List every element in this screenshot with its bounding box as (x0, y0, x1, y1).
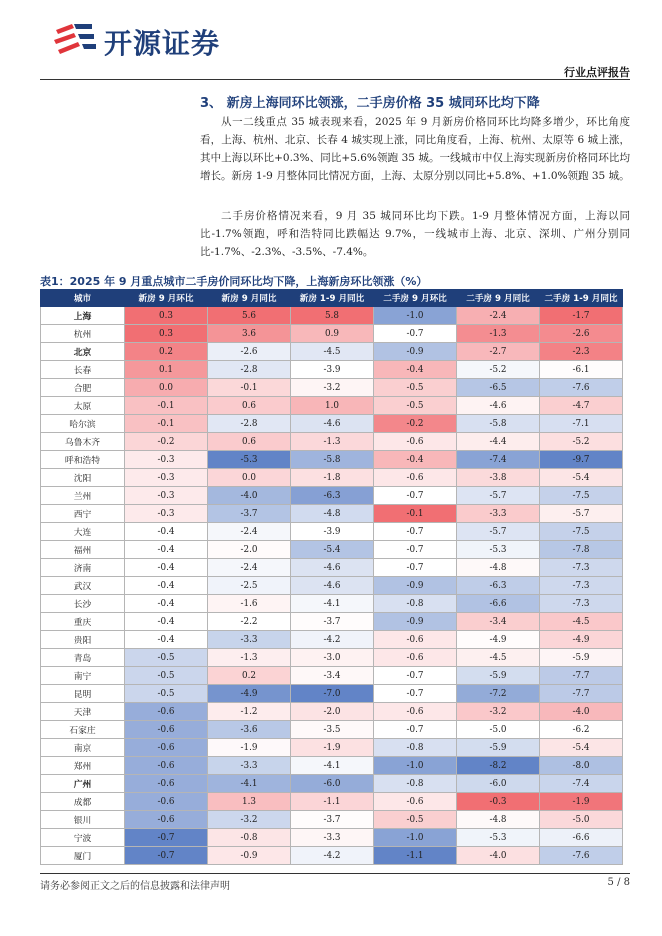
value-cell: -2.2 (208, 613, 291, 631)
value-cell: 0.3 (125, 325, 208, 343)
value-cell: -4.2 (291, 631, 374, 649)
value-cell: -4.9 (540, 631, 623, 649)
table-row (41, 721, 623, 739)
value-cell: 3.6 (208, 325, 291, 343)
value-cell: -0.7 (374, 325, 457, 343)
value-cell: -2.4 (208, 559, 291, 577)
table-row (41, 307, 623, 325)
value-cell: -3.6 (208, 721, 291, 739)
table-row (41, 595, 623, 613)
city-cell: 上海 (41, 307, 125, 325)
value-cell: -0.8 (374, 739, 457, 757)
value-cell: -2.6 (540, 325, 623, 343)
city-cell: 昆明 (41, 685, 125, 703)
value-cell: -1.3 (457, 325, 540, 343)
value-cell: -2.4 (208, 523, 291, 541)
value-cell: -3.7 (208, 505, 291, 523)
value-cell: 0.2 (208, 667, 291, 685)
city-cell: 南宁 (41, 667, 125, 685)
value-cell: -0.6 (125, 775, 208, 793)
value-cell: -7.5 (540, 523, 623, 541)
city-cell: 青岛 (41, 649, 125, 667)
value-cell: 1.0 (291, 397, 374, 415)
value-cell: -2.0 (291, 703, 374, 721)
header-used-yoy: 二手房 9 月同比 (457, 290, 540, 307)
value-cell: -0.9 (374, 343, 457, 361)
table-header-row (41, 290, 623, 307)
value-cell: -6.2 (540, 721, 623, 739)
table-row (41, 325, 623, 343)
paragraph-new-home: 从一二线重点 35 城表现来看，2025 年 9 月新房价格同环比均降多增少，环比角度看，上海、杭州、北京、长春 4 城实现上涨，同比角度看，上海、杭州、太原等 6 城上涨，其中上海以环比+0.3%、同比+5.6%领跑 35 城。一线城市中仅上海实现新房价格同环比均增长。新房 1-9 月整体同比情况方面，上海、太原分别以同比+5.8%、+1.0%领跑 35 城。 (200, 116, 630, 182)
value-cell: -4.2 (291, 847, 374, 865)
value-cell: -7.4 (540, 775, 623, 793)
city-cell: 厦门 (41, 847, 125, 865)
city-cell: 福州 (41, 541, 125, 559)
value-cell: -7.4 (457, 451, 540, 469)
value-cell: 5.8 (291, 307, 374, 325)
city-cell: 大连 (41, 523, 125, 541)
value-cell: -5.0 (540, 811, 623, 829)
value-cell: -1.3 (208, 649, 291, 667)
value-cell: -3.2 (208, 811, 291, 829)
value-cell: -6.0 (291, 775, 374, 793)
value-cell: -4.1 (291, 757, 374, 775)
value-cell: -0.6 (374, 469, 457, 487)
value-cell: -6.3 (291, 487, 374, 505)
table-body (41, 307, 623, 865)
value-cell: -0.5 (125, 667, 208, 685)
city-cell: 天津 (41, 703, 125, 721)
value-cell: -0.5 (125, 649, 208, 667)
value-cell: -0.7 (374, 685, 457, 703)
city-cell: 银川 (41, 811, 125, 829)
value-cell: -3.5 (291, 721, 374, 739)
table-row (41, 685, 623, 703)
value-cell: -0.2 (125, 433, 208, 451)
city-cell: 长春 (41, 361, 125, 379)
value-cell: -2.6 (208, 343, 291, 361)
value-cell: -4.5 (540, 613, 623, 631)
value-cell: -3.3 (457, 505, 540, 523)
value-cell: -0.3 (125, 505, 208, 523)
table-row (41, 613, 623, 631)
value-cell: 0.0 (208, 469, 291, 487)
value-cell: -1.0 (374, 307, 457, 325)
value-cell: -0.4 (374, 361, 457, 379)
value-cell: -0.6 (374, 631, 457, 649)
value-cell: -0.9 (208, 847, 291, 865)
value-cell: -1.3 (291, 433, 374, 451)
city-cell: 武汉 (41, 577, 125, 595)
value-cell: 0.2 (125, 343, 208, 361)
value-cell: -3.3 (208, 757, 291, 775)
value-cell: -4.9 (208, 685, 291, 703)
value-cell: -7.5 (540, 487, 623, 505)
value-cell: -5.9 (457, 667, 540, 685)
table-row (41, 577, 623, 595)
value-cell: -5.2 (540, 433, 623, 451)
footer-disclaimer: 请务必参阅正文之后的信息披露和法律声明 (40, 881, 230, 892)
value-cell: -5.4 (291, 541, 374, 559)
value-cell: 0.9 (291, 325, 374, 343)
value-cell: -0.7 (374, 559, 457, 577)
value-cell: -5.7 (457, 487, 540, 505)
value-cell: -0.9 (374, 577, 457, 595)
report-type-label: 行业点评报告 (564, 66, 630, 79)
value-cell: 0.6 (208, 397, 291, 415)
value-cell: -0.7 (374, 541, 457, 559)
value-cell: -5.9 (457, 739, 540, 757)
value-cell: -4.6 (291, 577, 374, 595)
value-cell: -5.0 (457, 721, 540, 739)
table-row (41, 379, 623, 397)
value-cell: -1.7 (540, 307, 623, 325)
value-cell: -3.9 (291, 361, 374, 379)
value-cell: -4.0 (457, 847, 540, 865)
footer-divider (40, 873, 630, 874)
city-cell: 杭州 (41, 325, 125, 343)
price-change-table (40, 289, 623, 865)
value-cell: -0.7 (374, 667, 457, 685)
city-cell: 石家庄 (41, 721, 125, 739)
value-cell: -0.6 (374, 649, 457, 667)
table-row (41, 559, 623, 577)
value-cell: -1.2 (208, 703, 291, 721)
value-cell: -0.5 (374, 397, 457, 415)
value-cell: -3.0 (291, 649, 374, 667)
value-cell: -0.5 (374, 811, 457, 829)
table-row (41, 775, 623, 793)
table-row (41, 667, 623, 685)
value-cell: -0.1 (374, 505, 457, 523)
table-row (41, 523, 623, 541)
value-cell: -0.4 (125, 613, 208, 631)
table-row (41, 757, 623, 775)
value-cell: -1.6 (208, 595, 291, 613)
value-cell: -0.1 (125, 397, 208, 415)
value-cell: -2.8 (208, 415, 291, 433)
city-cell: 哈尔滨 (41, 415, 125, 433)
value-cell: -3.2 (291, 379, 374, 397)
value-cell: -6.0 (457, 775, 540, 793)
value-cell: -0.4 (125, 595, 208, 613)
city-cell: 贵阳 (41, 631, 125, 649)
value-cell: -4.8 (457, 811, 540, 829)
value-cell: -5.3 (457, 829, 540, 847)
value-cell: -3.3 (291, 829, 374, 847)
header-used-ytd-yoy: 二手房 1-9 月同比 (540, 290, 623, 307)
value-cell: -0.5 (125, 685, 208, 703)
value-cell: -0.7 (374, 523, 457, 541)
table-row (41, 451, 623, 469)
value-cell: -6.1 (540, 361, 623, 379)
header-used-mom: 二手房 9 月环比 (374, 290, 457, 307)
city-cell: 广州 (41, 775, 125, 793)
value-cell: -0.8 (374, 595, 457, 613)
value-cell: -4.0 (540, 703, 623, 721)
value-cell: -0.4 (125, 559, 208, 577)
city-cell: 长沙 (41, 595, 125, 613)
value-cell: -2.7 (457, 343, 540, 361)
value-cell: -0.4 (374, 451, 457, 469)
city-cell: 西宁 (41, 505, 125, 523)
table-row (41, 847, 623, 865)
value-cell: -0.6 (125, 703, 208, 721)
city-cell: 呼和浩特 (41, 451, 125, 469)
value-cell: -5.8 (291, 451, 374, 469)
city-cell: 郑州 (41, 757, 125, 775)
value-cell: -7.7 (540, 667, 623, 685)
value-cell: -2.5 (208, 577, 291, 595)
value-cell: -5.3 (208, 451, 291, 469)
value-cell: -0.7 (374, 721, 457, 739)
value-cell: -6.6 (540, 829, 623, 847)
value-cell: -0.4 (125, 523, 208, 541)
city-cell: 宁波 (41, 829, 125, 847)
value-cell: -4.6 (291, 415, 374, 433)
header-new-yoy: 新房 9 月同比 (208, 290, 291, 307)
value-cell: -0.6 (125, 721, 208, 739)
value-cell: -5.4 (540, 739, 623, 757)
table-caption: 表1：2025 年 9 月重点城市二手房价同环比均下降，上海新房环比领涨（%） (40, 275, 428, 288)
value-cell: -1.0 (374, 757, 457, 775)
value-cell: -0.6 (374, 433, 457, 451)
value-cell: -6.5 (457, 379, 540, 397)
city-cell: 太原 (41, 397, 125, 415)
value-cell: -1.9 (540, 793, 623, 811)
table-row (41, 541, 623, 559)
value-cell: -7.3 (540, 577, 623, 595)
value-cell: -0.6 (125, 811, 208, 829)
value-cell: -1.9 (208, 739, 291, 757)
value-cell: -3.7 (291, 613, 374, 631)
value-cell: -3.8 (457, 469, 540, 487)
value-cell: -3.4 (457, 613, 540, 631)
value-cell: -0.8 (208, 829, 291, 847)
value-cell: 0.1 (125, 361, 208, 379)
value-cell: -2.0 (208, 541, 291, 559)
table-row (41, 397, 623, 415)
table-row (41, 415, 623, 433)
table-row (41, 505, 623, 523)
value-cell: -7.3 (540, 559, 623, 577)
value-cell: -1.0 (374, 829, 457, 847)
city-cell: 兰州 (41, 487, 125, 505)
logo-text: 开源证券 (104, 27, 221, 60)
value-cell: 0.0 (125, 379, 208, 397)
value-cell: -8.2 (457, 757, 540, 775)
logo-mark-icon (52, 20, 98, 56)
value-cell: -6.3 (457, 577, 540, 595)
header-new-mom: 新房 9 月环比 (125, 290, 208, 307)
table-row (41, 703, 623, 721)
value-cell: -4.8 (457, 559, 540, 577)
city-cell: 南京 (41, 739, 125, 757)
value-cell: -1.1 (374, 847, 457, 865)
table-row (41, 343, 623, 361)
value-cell: -5.3 (457, 541, 540, 559)
value-cell: -4.1 (291, 595, 374, 613)
value-cell: -5.7 (457, 523, 540, 541)
value-cell: -4.5 (457, 649, 540, 667)
value-cell: -5.7 (540, 505, 623, 523)
value-cell: -7.7 (540, 685, 623, 703)
value-cell: -7.2 (457, 685, 540, 703)
value-cell: -9.7 (540, 451, 623, 469)
value-cell: -4.7 (540, 397, 623, 415)
value-cell: -7.6 (540, 379, 623, 397)
value-cell: -0.6 (374, 793, 457, 811)
value-cell: -5.2 (457, 361, 540, 379)
value-cell: -2.3 (540, 343, 623, 361)
header-city: 城市 (41, 290, 125, 307)
value-cell: -5.8 (457, 415, 540, 433)
value-cell: -4.5 (291, 343, 374, 361)
value-cell: -5.9 (540, 649, 623, 667)
value-cell: -4.6 (457, 397, 540, 415)
value-cell: -8.0 (540, 757, 623, 775)
value-cell: -0.2 (374, 415, 457, 433)
table-row (41, 487, 623, 505)
city-cell: 沈阳 (41, 469, 125, 487)
value-cell: -3.4 (291, 667, 374, 685)
value-cell: -0.5 (374, 379, 457, 397)
value-cell: -4.0 (208, 487, 291, 505)
value-cell: 0.3 (125, 307, 208, 325)
paragraph-second-hand: 二手房价格情况来看，9 月 35 城同环比均下跌。1-9 月整体情况方面，上海以同比-1.7%领跑，呼和浩特同比跌幅达 9.7%，一线城市上海、北京、深圳、广州分别同比-1.7%、-2.3%、-3.5%、-7.4%。 (200, 210, 630, 258)
value-cell: -0.8 (374, 775, 457, 793)
table-row (41, 361, 623, 379)
value-cell: -0.4 (125, 631, 208, 649)
value-cell: -4.1 (208, 775, 291, 793)
value-cell: -0.3 (457, 793, 540, 811)
table-row (41, 829, 623, 847)
value-cell: -0.6 (125, 757, 208, 775)
company-logo (52, 20, 252, 60)
value-cell: -0.4 (125, 577, 208, 595)
value-cell: -1.1 (291, 793, 374, 811)
value-cell: -1.8 (291, 469, 374, 487)
value-cell: -6.6 (457, 595, 540, 613)
table-row (41, 739, 623, 757)
value-cell: -3.9 (291, 523, 374, 541)
value-cell: -5.4 (540, 469, 623, 487)
value-cell: 0.6 (208, 433, 291, 451)
value-cell: -0.7 (125, 829, 208, 847)
value-cell: -4.8 (291, 505, 374, 523)
value-cell: -4.9 (457, 631, 540, 649)
value-cell: -3.2 (457, 703, 540, 721)
table-row (41, 631, 623, 649)
value-cell: -7.3 (540, 595, 623, 613)
table-row (41, 811, 623, 829)
value-cell: -3.3 (208, 631, 291, 649)
value-cell: -7.8 (540, 541, 623, 559)
value-cell: -4.6 (291, 559, 374, 577)
value-cell: -1.9 (291, 739, 374, 757)
city-cell: 乌鲁木齐 (41, 433, 125, 451)
value-cell: -0.6 (125, 793, 208, 811)
value-cell: -0.7 (374, 487, 457, 505)
value-cell: -0.3 (125, 451, 208, 469)
city-cell: 成都 (41, 793, 125, 811)
city-cell: 济南 (41, 559, 125, 577)
value-cell: -0.9 (374, 613, 457, 631)
value-cell: -3.7 (291, 811, 374, 829)
value-cell: -0.3 (125, 487, 208, 505)
header-new-ytd-yoy: 新房 1-9 月同比 (291, 290, 374, 307)
value-cell: 1.3 (208, 793, 291, 811)
value-cell: -0.3 (125, 469, 208, 487)
value-cell: -4.4 (457, 433, 540, 451)
value-cell: 5.6 (208, 307, 291, 325)
page-number: 5 / 8 (607, 877, 630, 888)
header-divider (40, 79, 630, 80)
city-cell: 北京 (41, 343, 125, 361)
table-row (41, 433, 623, 451)
value-cell: -2.8 (208, 361, 291, 379)
table-row (41, 469, 623, 487)
table-row (41, 793, 623, 811)
value-cell: -7.1 (540, 415, 623, 433)
value-cell: -0.6 (125, 739, 208, 757)
table-row (41, 649, 623, 667)
value-cell: -0.7 (125, 847, 208, 865)
value-cell: -7.0 (291, 685, 374, 703)
value-cell: -0.6 (374, 703, 457, 721)
section-title: 3、 新房上海同环比领涨，二手房价格 35 城同环比均下降 (200, 96, 540, 111)
value-cell: -2.4 (457, 307, 540, 325)
value-cell: -0.1 (125, 415, 208, 433)
value-cell: -7.6 (540, 847, 623, 865)
value-cell: -0.1 (208, 379, 291, 397)
value-cell: -0.4 (125, 541, 208, 559)
city-cell: 重庆 (41, 613, 125, 631)
city-cell: 合肥 (41, 379, 125, 397)
